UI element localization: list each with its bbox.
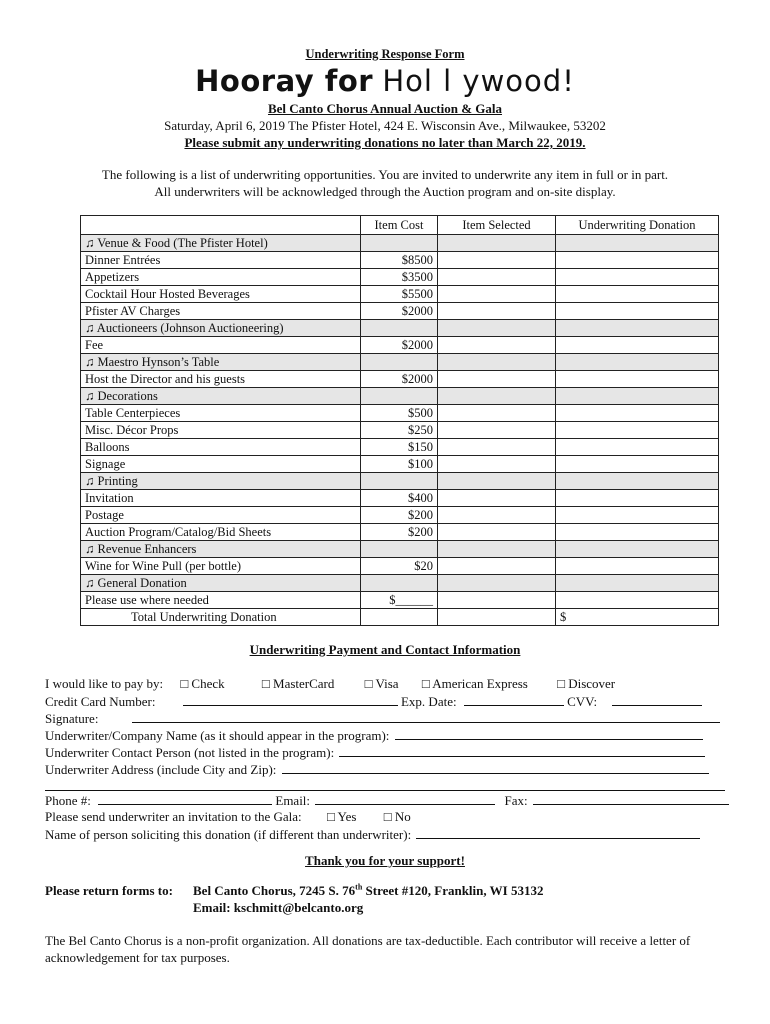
check-option[interactable]: □ Check [180, 676, 225, 691]
item-row [81, 303, 719, 320]
item-selected-field[interactable] [438, 456, 556, 473]
return-address [193, 883, 543, 898]
item-selected-field [438, 235, 556, 252]
underwriting-donation-field[interactable] [556, 303, 719, 320]
item-selected-field [438, 388, 556, 405]
exp-date-label: Exp. Date: [400, 694, 457, 709]
invitation-no-option[interactable]: □ No [383, 809, 411, 824]
title-part-1: Hooray for [195, 64, 374, 98]
item-label: Balloons [81, 439, 361, 456]
column-header-item-selected: Item Selected [438, 216, 556, 235]
item-selected-field [438, 354, 556, 371]
item-row [81, 507, 719, 524]
category-row [81, 388, 719, 405]
email-field[interactable] [315, 792, 495, 805]
total-label: Total Underwriting Donation [81, 609, 361, 626]
category-label: ♫ Printing [81, 473, 361, 490]
address-field-2[interactable] [45, 778, 725, 791]
category-row [81, 354, 719, 371]
category-label: ♫ General Donation [81, 575, 361, 592]
category-row [81, 235, 719, 252]
tax-deductible-note: The Bel Canto Chorus is a non-profit organization. All donations are tax-deductible. Each contributor will receive a letter of acknowledgement for tax purposes. [45, 933, 691, 965]
underwriting-donation-field[interactable] [556, 439, 719, 456]
item-cost: $2000 [361, 337, 438, 354]
category-row [81, 473, 719, 490]
item-row [81, 337, 719, 354]
underwriting-donation-field[interactable] [556, 422, 719, 439]
intro-line-2: All underwriters will be acknowledged through the Auction program and on-site display. [154, 184, 616, 199]
credit-card-label: Credit Card Number: [45, 694, 156, 709]
item-label: Wine for Wine Pull (per bottle) [81, 558, 361, 575]
item-row [81, 558, 719, 575]
underwriting-donation-field [556, 354, 719, 371]
item-cost [361, 320, 438, 337]
item-selected-field[interactable] [438, 405, 556, 422]
underwriting-donation-field[interactable] [556, 592, 719, 609]
item-label: Cocktail Hour Hosted Beverages [81, 286, 361, 303]
contact-label: Underwriter Contact Person (not listed in the program): [45, 745, 335, 760]
phone-label: Phone #: [45, 793, 91, 808]
item-cost: $400 [361, 490, 438, 507]
underwriting-donation-field[interactable] [556, 558, 719, 575]
return-address-sup: th [355, 883, 363, 892]
item-cost: $200 [361, 524, 438, 541]
return-address-prefix: Bel Canto Chorus, 7245 S. 76 [193, 883, 356, 899]
column-header-underwriting-donation: Underwriting Donation [556, 216, 719, 235]
item-cost: $200 [361, 507, 438, 524]
category-row [81, 320, 719, 337]
item-row [81, 371, 719, 388]
item-selected-field [438, 575, 556, 592]
underwriting-donation-field [556, 541, 719, 558]
solicitor-label: Name of person soliciting this donation (if different than underwriter): [45, 827, 412, 842]
item-label: Postage [81, 507, 361, 524]
cvv-label: CVV: [567, 694, 598, 709]
item-selected-field[interactable] [438, 592, 556, 609]
title-part-2: Hol l ywood! [382, 64, 575, 98]
solicitor-name-field[interactable] [416, 826, 700, 839]
address-label: Underwriter Address (include City and Zip): [45, 762, 277, 777]
phone-email-fax-line [45, 792, 729, 809]
category-label: ♫ Auctioneers (Johnson Auctioneering) [81, 320, 361, 337]
phone-field[interactable] [98, 792, 272, 805]
item-selected-field [438, 320, 556, 337]
category-label: ♫ Maestro Hynson’s Table [81, 354, 361, 371]
item-cost [361, 541, 438, 558]
table-header-row [81, 216, 719, 235]
fax-field[interactable] [533, 792, 729, 805]
address-line [45, 761, 709, 778]
item-selected-field[interactable] [438, 422, 556, 439]
item-label: Appetizers [81, 269, 361, 286]
underwriting-donation-field[interactable] [556, 456, 719, 473]
event-name: Bel Canto Chorus Annual Auction & Gala [267, 101, 503, 116]
company-line [45, 727, 703, 744]
item-label: Pfister AV Charges [81, 303, 361, 320]
event-details: Saturday, April 6, 2019 The Pfister Hotel, 424 E. Wisconsin Ave., Milwaukee, 53202 [164, 118, 606, 133]
category-row [81, 541, 719, 558]
payment-heading: Underwriting Payment and Contact Information [249, 642, 521, 657]
item-cost [361, 575, 438, 592]
pay-by-line [45, 676, 615, 692]
item-selected-field[interactable] [438, 303, 556, 320]
pay-by-label: I would like to pay by: [45, 676, 164, 691]
intro-line-1: The following is a list of underwriting opportunities. You are invited to underwrite any item in full or in part. [101, 167, 669, 182]
underwriting-donation-field [556, 235, 719, 252]
submission-deadline: Please submit any underwriting donations no later than March 22, 2019. [184, 135, 586, 150]
american-express-option[interactable]: □ American Express [421, 676, 528, 691]
item-cost: $250 [361, 422, 438, 439]
item-selected-field[interactable] [438, 490, 556, 507]
email-label: Email: [275, 793, 311, 808]
category-label: ♫ Revenue Enhancers [81, 541, 361, 558]
fax-label: Fax: [504, 793, 528, 808]
item-label: Auction Program/Catalog/Bid Sheets [81, 524, 361, 541]
underwriting-donation-field[interactable] [556, 405, 719, 422]
item-label: Please use where needed [81, 592, 361, 609]
invitation-yes-option[interactable]: □ Yes [326, 809, 357, 824]
form-title: Underwriting Response Form [305, 47, 465, 61]
item-cost: $3500 [361, 269, 438, 286]
category-row [81, 575, 719, 592]
solicitor-line [45, 826, 700, 843]
item-selected-field[interactable] [438, 371, 556, 388]
total-cost-cell [361, 609, 438, 626]
item-label: Table Centerpieces [81, 405, 361, 422]
return-address-block [45, 883, 543, 899]
item-selected-field[interactable] [438, 286, 556, 303]
item-row [81, 252, 719, 269]
item-cost: $5500 [361, 286, 438, 303]
item-selected-field[interactable] [438, 269, 556, 286]
item-cost [361, 473, 438, 490]
item-label: Fee [81, 337, 361, 354]
item-label: Invitation [81, 490, 361, 507]
item-label: Misc. Décor Props [81, 422, 361, 439]
item-cost: $2000 [361, 371, 438, 388]
company-name-field[interactable] [395, 727, 703, 740]
signature-field[interactable] [132, 710, 720, 723]
underwriting-donation-field[interactable] [556, 490, 719, 507]
item-row [81, 422, 719, 439]
underwriting-donation-field [556, 473, 719, 490]
address-field[interactable] [282, 761, 709, 774]
underwriting-donation-field [556, 575, 719, 592]
event-title [0, 64, 770, 98]
category-label: ♫ Decorations [81, 388, 361, 405]
item-row [81, 490, 719, 507]
category-label: ♫ Venue & Food (The Pfister Hotel) [81, 235, 361, 252]
exp-date-field[interactable] [464, 693, 564, 706]
item-cost [361, 388, 438, 405]
column-header-item [81, 216, 361, 235]
item-selected-field[interactable] [438, 439, 556, 456]
item-label: Host the Director and his guests [81, 371, 361, 388]
signature-label: Signature: [45, 711, 99, 726]
invitation-label: Please send underwriter an invitation to the Gala: [45, 809, 302, 824]
item-cost: $______ [361, 592, 438, 609]
contact-person-field[interactable] [339, 744, 705, 757]
item-row [81, 439, 719, 456]
item-label: Dinner Entrées [81, 252, 361, 269]
signature-line [45, 710, 720, 727]
total-row [81, 609, 719, 626]
item-row [81, 286, 719, 303]
item-selected-field[interactable] [438, 524, 556, 541]
underwriting-donation-field[interactable] [556, 269, 719, 286]
discover-option[interactable]: □ Discover [557, 676, 616, 691]
item-selected-field[interactable] [438, 507, 556, 524]
item-row [81, 592, 719, 609]
return-email: Email: kschmitt@belcanto.org [193, 900, 364, 915]
underwriting-donation-field[interactable] [556, 524, 719, 541]
underwriting-donation-field[interactable] [556, 286, 719, 303]
item-cost [361, 235, 438, 252]
underwriting-donation-field [556, 320, 719, 337]
item-row [81, 524, 719, 541]
visa-option[interactable]: □ Visa [364, 676, 399, 691]
item-cost: $8500 [361, 252, 438, 269]
underwriting-table [80, 215, 719, 626]
underwriting-donation-field[interactable] [556, 507, 719, 524]
underwriting-donation-field[interactable] [556, 337, 719, 354]
item-cost: $500 [361, 405, 438, 422]
mastercard-option[interactable]: □ MasterCard [261, 676, 335, 691]
item-cost: $2000 [361, 303, 438, 320]
item-selected-field[interactable] [438, 252, 556, 269]
return-label: Please return forms to: [45, 883, 173, 899]
item-selected-field[interactable] [438, 337, 556, 354]
underwriting-donation-field [556, 388, 719, 405]
item-selected-field[interactable] [438, 558, 556, 575]
total-donation-field[interactable]: $ [556, 609, 719, 626]
credit-card-number-field[interactable] [183, 693, 398, 706]
underwriting-donation-field[interactable] [556, 252, 719, 269]
contact-line [45, 744, 705, 761]
return-address-suffix: Street #120, Franklin, WI 53132 [362, 883, 544, 899]
item-selected-field [438, 541, 556, 558]
total-selected-cell [438, 609, 556, 626]
item-cost: $150 [361, 439, 438, 456]
item-row [81, 269, 719, 286]
item-cost [361, 354, 438, 371]
item-cost: $100 [361, 456, 438, 473]
underwriting-donation-field[interactable] [556, 371, 719, 388]
item-cost: $20 [361, 558, 438, 575]
cvv-field[interactable] [612, 693, 702, 706]
column-header-item-cost: Item Cost [361, 216, 438, 235]
invitation-line [45, 809, 411, 825]
item-selected-field [438, 473, 556, 490]
item-label: Signage [81, 456, 361, 473]
item-row [81, 405, 719, 422]
item-row [81, 456, 719, 473]
thank-you-note: Thank you for your support! [305, 853, 465, 868]
company-label: Underwriter/Company Name (as it should appear in the program): [45, 728, 390, 743]
credit-card-line [45, 693, 702, 710]
